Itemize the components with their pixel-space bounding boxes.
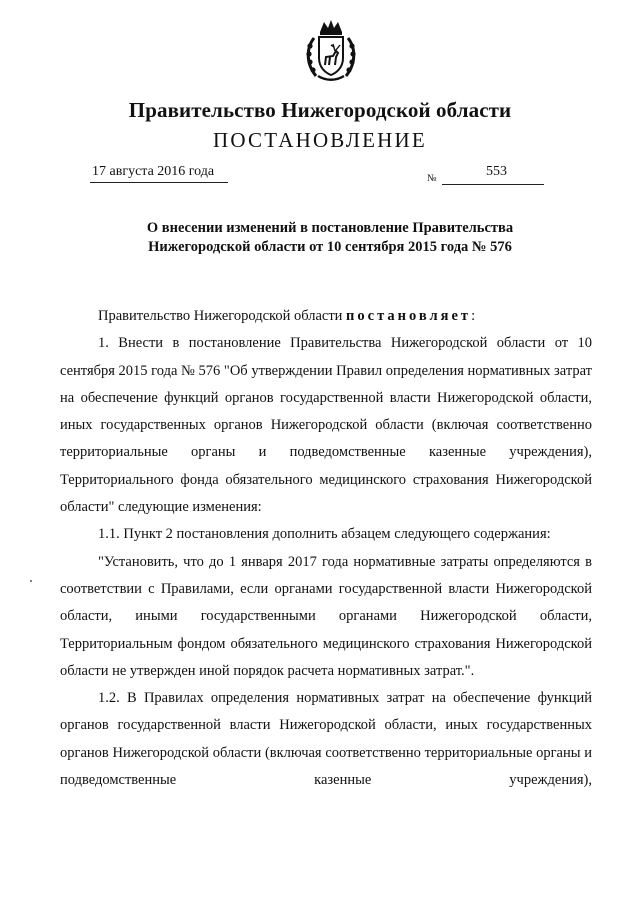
document-body: [60, 303, 592, 794]
document-date: 17 августа 2016 года: [92, 164, 215, 179]
intro-paragraph: [60, 303, 592, 330]
paragraph-1: 1. Внести в постановление Правительства Нижегородской области от 10 сентября 2015 года № 576 "Об утверждении Правил определения нормативных затрат на обеспечение функций органов государственной власти Нижегородской области, иных государственных органов Нижегородской области (включая соответственно территориальные органы и подведомственные казенные учреждения), Территориального фонда обязательного медицинского страхования Нижегородской области" следующие изменения:: [60, 335, 592, 516]
intro-keyword: постановляет: [346, 308, 472, 324]
document-type: ПОСТАНОВЛЕНИЕ: [213, 128, 427, 152]
subject-line-1: О внесении изменений в постановление Правительства: [146, 220, 514, 236]
document-number: 553: [486, 164, 507, 179]
government-title: Правительство Нижегородской области: [128, 98, 512, 122]
number-underline: [442, 184, 544, 185]
intro-text: Правительство Нижегородской области: [98, 308, 347, 324]
subject-line-2: Нижегородской области от 10 сентября 2015 года № 576: [148, 239, 512, 255]
paragraph-1-1: 1.1. Пункт 2 постановления дополнить абзацем следующего содержания:: [98, 526, 551, 543]
scan-speck: [30, 580, 32, 582]
date-underline: [90, 182, 228, 183]
paragraph-quote: "Установить, что до 1 января 2017 года нормативные затраты определяются в соответствии с Правилами, если органами государственной власти Нижегородской области, иными государственными органами Нижегородской области, Территориальным фондом обязательного медицинского страхования Нижегородской области не утвержден иной порядок расчета нормативных затрат.".: [60, 553, 592, 679]
document-subject: [60, 219, 600, 257]
intro-colon: :: [471, 308, 476, 324]
paragraph-1-2: 1.2. В Правилах определения нормативных затрат на обеспечение функций органов государственной власти Нижегородской области, иных государственных органов Нижегородской области (включая соответственно территориальные органы и подведомственные казенные учреждения),: [60, 690, 592, 789]
coat-of-arms-icon: [300, 18, 362, 84]
number-sign: №: [427, 173, 437, 184]
